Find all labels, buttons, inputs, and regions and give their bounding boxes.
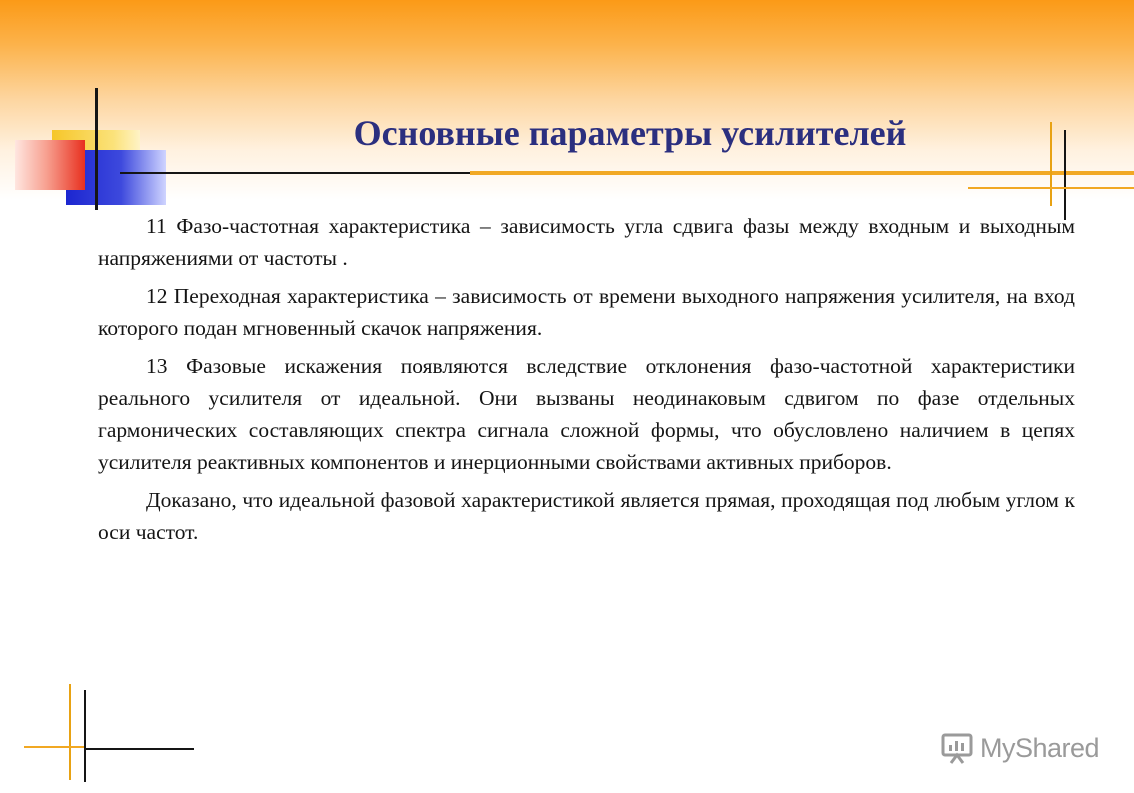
slide-body xyxy=(98,210,1075,554)
myshared-watermark[interactable] xyxy=(940,728,1099,768)
paragraph: Доказано, что идеальной фазовой характеристикой является прямая, проходящая под любым углом к оси частот. xyxy=(98,488,1075,544)
decorative-horizontal-line xyxy=(24,746,84,748)
slide-title: Основные параметры усилителей xyxy=(353,113,907,153)
watermark-text: MyShared xyxy=(980,732,1100,763)
presentation-board-icon xyxy=(940,731,974,765)
paragraph: 12 Переходная характеристика – зависимость от времени выходного напряжения усилителя, на вход которого подан мгновенный скачок напряжения. xyxy=(98,284,1075,340)
title-underline-dark xyxy=(120,172,500,174)
decorative-horizontal-line xyxy=(968,187,1134,189)
header-gradient-band xyxy=(0,0,1134,200)
title-underline-gold xyxy=(470,171,1134,175)
decorative-vertical-line xyxy=(95,88,98,210)
decorative-vertical-line xyxy=(84,690,86,782)
decorative-vertical-line xyxy=(69,684,71,780)
paragraph: 11 Фазо-частотная характеристика – зависимость угла сдвига фазы между входным и выходным напряжениями от частоты . xyxy=(98,214,1075,270)
paragraph: 13 Фазовые искажения появляются вследствие отклонения фазо-частотной характеристики реального усилителя от идеальной. Они вызваны неодинаковым сдвигом по фазе отдельных гармонических составляющих спектра сигнала сложной формы, что обусловлено наличием в цепях усилителя реактивных компонентов и инерционными свойствами активных приборов. xyxy=(98,354,1075,474)
decorative-horizontal-line xyxy=(84,748,194,750)
decorative-red-square xyxy=(15,140,85,190)
